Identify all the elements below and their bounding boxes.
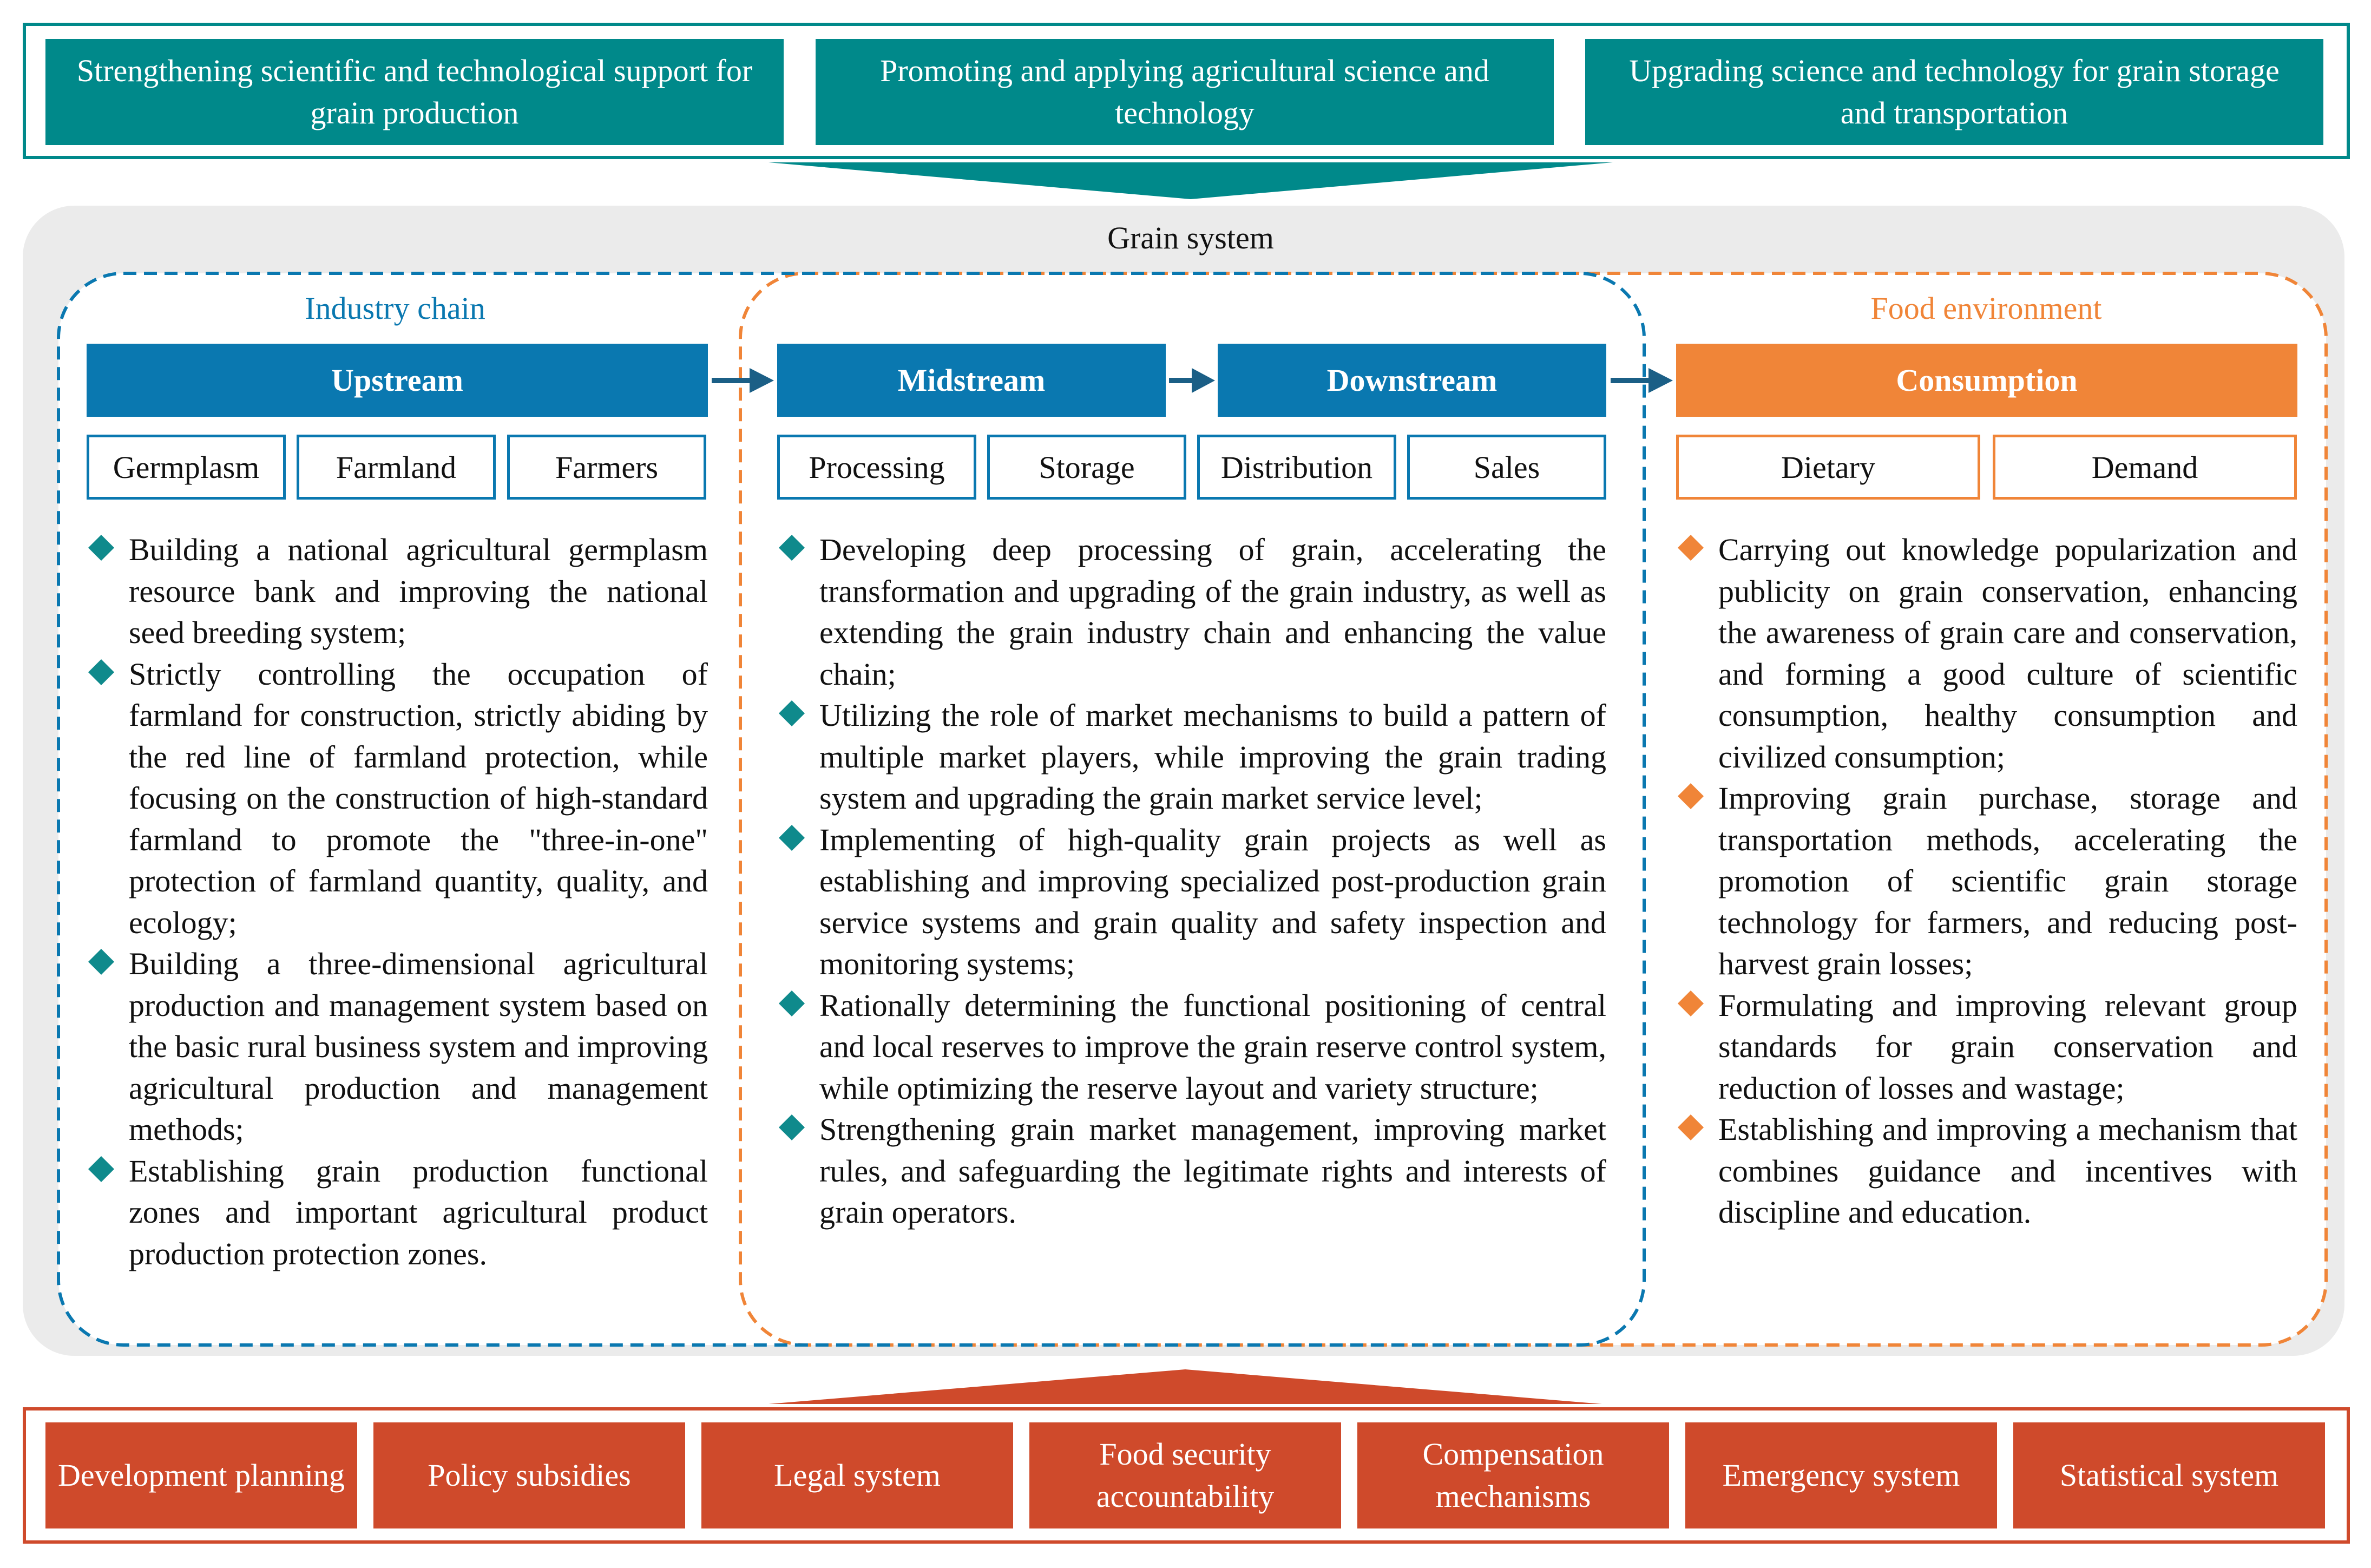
bottom-box-emergency-system: Emergency system xyxy=(1685,1422,1997,1528)
diamond-bullet-icon xyxy=(1678,990,1704,1016)
item-farmers: Farmers xyxy=(507,435,706,500)
stage-midstream: Midstream xyxy=(777,344,1166,417)
arrow-midstream-downstream xyxy=(1169,368,1215,393)
item-processing: Processing xyxy=(777,435,976,500)
item-farmland: Farmland xyxy=(297,435,496,500)
item-storage: Storage xyxy=(987,435,1186,500)
upstream-bullet-item: Building a three-dimensional agricultural production and management system based on the basic rural business system and improving agricultural production and management methods; xyxy=(87,943,708,1151)
top-support-box-3: Upgrading science and technology for grain storage and transportation xyxy=(1585,39,2323,145)
midstream-bullet-list xyxy=(777,529,1606,1234)
consumption-bullet-item: Formulating and improving relevant group standards for grain conservation and reduction of losses and wastage; xyxy=(1676,985,2297,1110)
midstream-bullet-item: Developing deep processing of grain, accelerating the transformation and upgrading of the grain industry, as well as extending the grain industry chain and enhancing the value chain; xyxy=(777,529,1606,695)
item-distribution: Distribution xyxy=(1197,435,1396,500)
consumption-bullet-item: Improving grain purchase, storage and transportation methods, accelerating the promotion of scientific grain storage technology for farmers, and reducing post-harvest grain losses; xyxy=(1676,778,2297,985)
upstream-bullet-item: Building a national agricultural germplasm resource bank and improving the national seed breeding system; xyxy=(87,529,708,654)
diamond-bullet-icon xyxy=(88,659,114,685)
bottom-up-arrow xyxy=(769,1369,1602,1404)
midstream-bullet-item: Strengthening grain market management, improving market rules, and safeguarding the legitimate rights and interests of grain operators. xyxy=(777,1109,1606,1234)
midstream-bullet-item: Rationally determining the functional positioning of central and local reserves to improve the grain reserve control system, while optimizing the reserve layout and variety structure; xyxy=(777,985,1606,1110)
food-environment-label: Food environment xyxy=(1870,291,2102,326)
diamond-bullet-icon xyxy=(1678,1114,1704,1140)
top-support-box-2: Promoting and applying agricultural science and technology xyxy=(816,39,1554,145)
diamond-bullet-icon xyxy=(779,990,805,1016)
consumption-bullet-item: Carrying out knowledge popularization and publicity on grain conservation, enhancing the awareness of grain care and conservation, and forming a good culture of scientific consumption, healthy consumption and civilized consumption; xyxy=(1676,529,2297,778)
item-germplasm: Germplasm xyxy=(87,435,286,500)
consumption-bullet-item: Establishing and improving a mechanism that combines guidance and incentives with discipline and education. xyxy=(1676,1109,2297,1234)
bottom-box-compensation-mechanisms: Compensation mechanisms xyxy=(1357,1422,1669,1528)
stage-downstream: Downstream xyxy=(1218,344,1606,417)
bottom-box-policy-subsidies: Policy subsidies xyxy=(373,1422,685,1528)
bottom-box-food-security-accountability: Food security accountability xyxy=(1029,1422,1341,1528)
diamond-bullet-icon xyxy=(1678,783,1704,809)
diamond-bullet-icon xyxy=(779,700,805,726)
diamond-bullet-icon xyxy=(779,824,805,850)
item-dietary: Dietary xyxy=(1676,435,1980,500)
stage-upstream: Upstream xyxy=(87,344,708,417)
diamond-bullet-icon xyxy=(88,1156,114,1182)
bottom-box-development-planning: Development planning xyxy=(45,1422,357,1528)
stage-consumption: Consumption xyxy=(1676,344,2297,417)
upstream-bullet-item: Strictly controlling the occupation of farmland for construction, strictly abiding by the red line of farmland protection, while focusing on the construction of high-standard farmland to promote the "three-in-one" protection of farmland quantity, quality, and ecology; xyxy=(87,654,708,944)
diamond-bullet-icon xyxy=(779,535,805,561)
diamond-bullet-icon xyxy=(88,535,114,561)
top-support-box-1: Strengthening scientific and technological support for grain production xyxy=(45,39,784,145)
diamond-bullet-icon xyxy=(1678,535,1704,561)
midstream-bullet-item: Utilizing the role of market mechanisms to build a pattern of multiple market players, while improving the grain trading system and upgrading the grain market service level; xyxy=(777,695,1606,819)
upstream-bullet-list xyxy=(87,529,708,1275)
consumption-bullet-list xyxy=(1676,529,2297,1234)
industry-chain-label: Industry chain xyxy=(305,291,485,326)
bottom-box-statistical-system: Statistical system xyxy=(2013,1422,2325,1528)
item-demand: Demand xyxy=(1993,435,2297,500)
arrow-upstream-midstream xyxy=(712,368,774,393)
item-sales: Sales xyxy=(1407,435,1606,500)
upstream-bullet-item: Establishing grain production functional zones and important agricultural product production protection zones. xyxy=(87,1151,708,1275)
grain-system-title: Grain system xyxy=(1107,220,1274,255)
diamond-bullet-icon xyxy=(88,949,114,975)
arrow-downstream-consumption xyxy=(1611,368,1673,393)
bottom-box-legal-system: Legal system xyxy=(701,1422,1013,1528)
diamond-bullet-icon xyxy=(779,1114,805,1140)
midstream-bullet-item: Implementing of high-quality grain projects as well as establishing and improving specialized post-production grain service systems and grain quality and safety inspection and monitoring systems; xyxy=(777,819,1606,985)
